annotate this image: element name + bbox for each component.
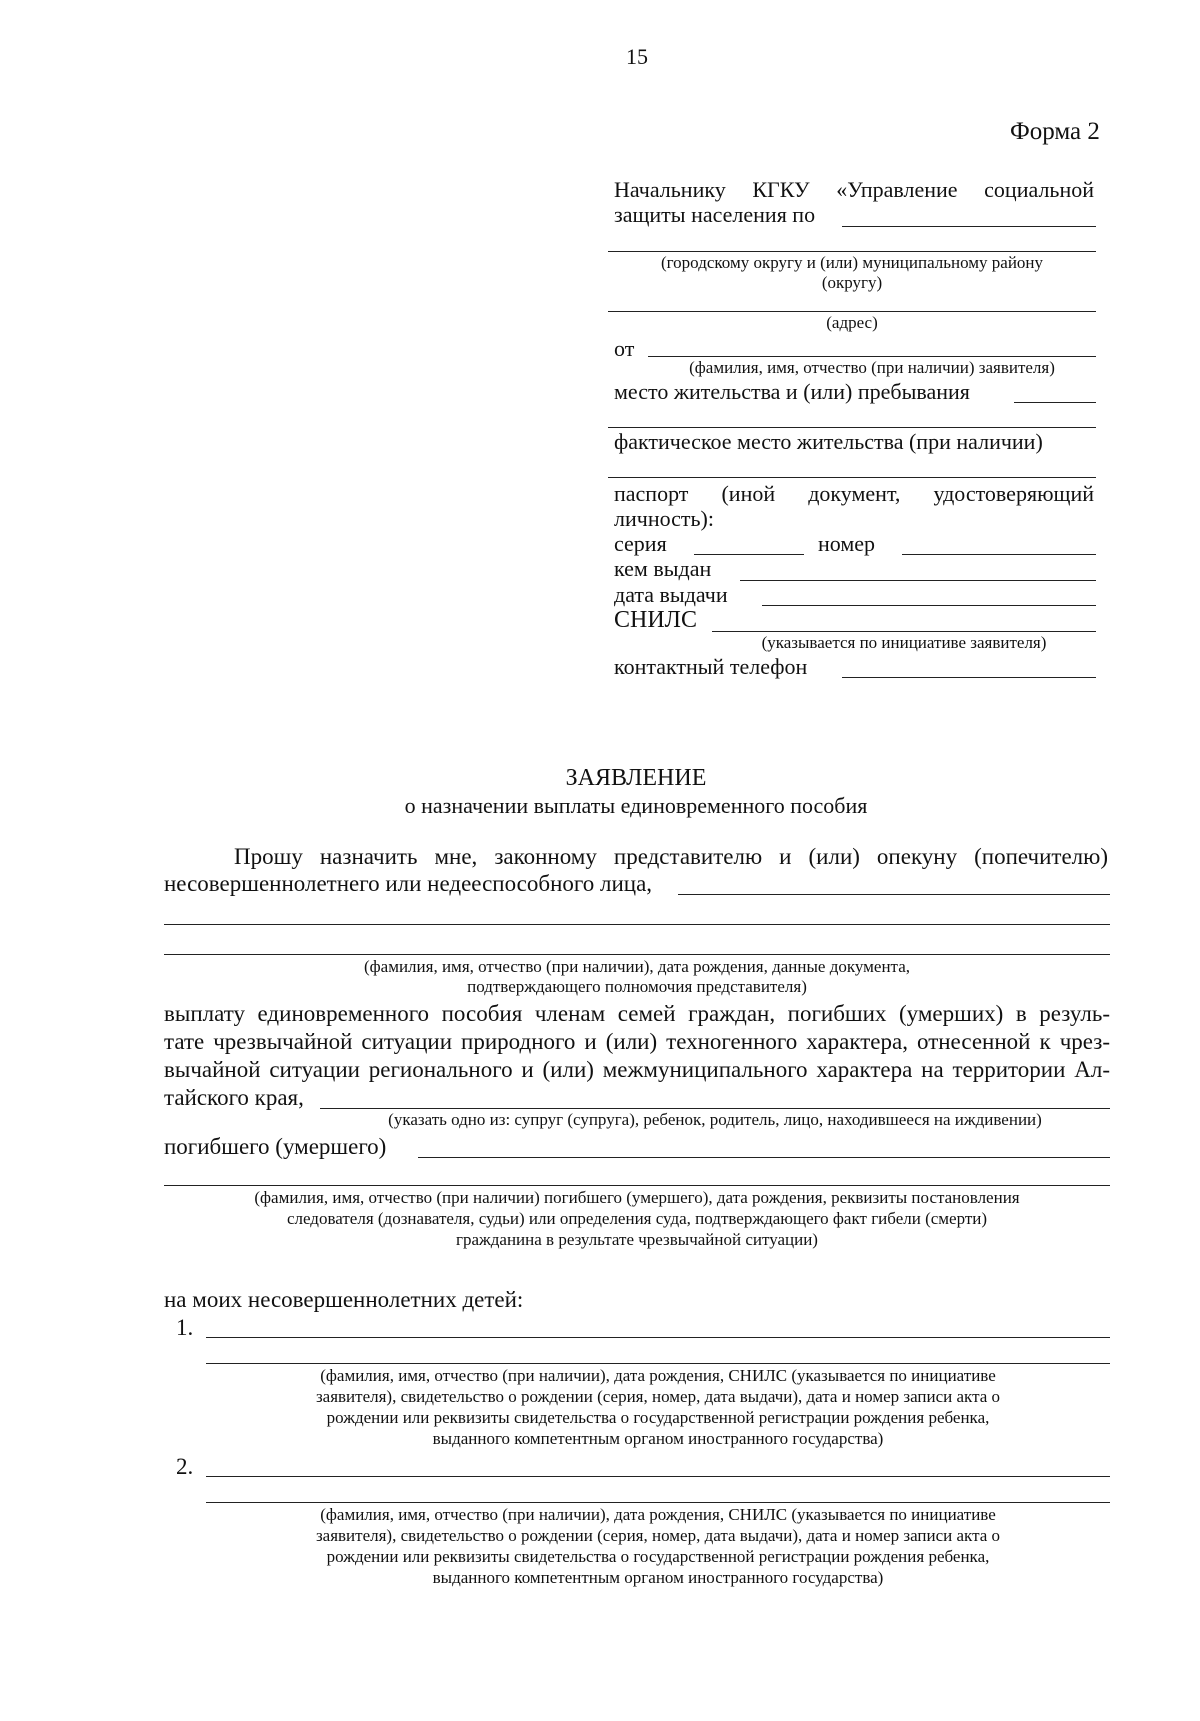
from-label: от <box>614 336 635 361</box>
child-1-field[interactable] <box>206 1337 1110 1338</box>
child-2-hint-3: рождении или реквизиты свидетельства о государственной регистрации рождения ребенка, <box>326 1547 990 1566</box>
department-hint: (городскому округу и (или) муниципальному району <box>660 253 1044 272</box>
children-label: на моих несовершеннолетних детей: <box>164 1287 524 1312</box>
payment-line1: выплату единовременного пособия членам семей граждан, погибших (умерших) в резуль- <box>164 1001 1110 1026</box>
request-line1: Прошу назначить мне, законному представителю и (или) опекуну (попечителю) <box>234 844 1108 869</box>
deceased-hint-3: гражданина в результате чрезвычайной ситуации) <box>456 1230 818 1249</box>
passport-line2: личность): <box>614 506 714 531</box>
applicant-fio-hint: (фамилия, имя, отчество (при наличии) заявителя) <box>689 358 1055 377</box>
child-1-hint: (фамилия, имя, отчество (при наличии), дата рождения, СНИЛС (указывается по инициативе <box>320 1366 996 1385</box>
residence-field-2[interactable] <box>608 427 1096 428</box>
passport-line1: паспорт (иной документ, удостоверяющий <box>614 481 1094 506</box>
relation-hint: (указать одно из: супруг (супруга), ребенок, родитель, лицо, находившееся на иждивении) <box>388 1110 1042 1129</box>
child-1-field-2[interactable] <box>206 1363 1110 1364</box>
snils-hint: (указывается по инициативе заявителя) <box>761 633 1047 652</box>
representative-hint: (фамилия, имя, отчество (при наличии), дата рождения, данные документа, <box>363 957 910 976</box>
deceased-hint-2: следователя (дознавателя, судьи) или определения суда, подтверждающего факт гибели (смерти) <box>286 1209 988 1228</box>
residence-label: место жительства и (или) пребывания <box>614 379 970 404</box>
relation-field[interactable] <box>320 1108 1110 1109</box>
residence-field[interactable] <box>1014 402 1096 403</box>
snils-field[interactable] <box>712 631 1096 632</box>
issue-date-field[interactable] <box>762 605 1096 606</box>
address-field[interactable] <box>608 311 1096 312</box>
phone-label: контактный телефон <box>614 654 808 679</box>
child-2-hint: (фамилия, имя, отчество (при наличии), дата рождения, СНИЛС (указывается по инициативе <box>320 1505 996 1524</box>
representative-field-2[interactable] <box>164 924 1110 925</box>
representative-hint-2: подтверждающего полномочия представителя) <box>467 977 807 996</box>
child-1-hint-4: выданного компетентным органом иностранного государства) <box>432 1429 884 1448</box>
document-subtitle: о назначении выплаты единовременного пособия <box>404 793 868 818</box>
form-label: Форма 2 <box>1010 118 1100 145</box>
issued-by-label: кем выдан <box>614 556 712 581</box>
child-1-hint-3: рождении или реквизиты свидетельства о государственной регистрации рождения ребенка, <box>326 1408 990 1427</box>
representative-field[interactable] <box>678 894 1110 895</box>
department-field[interactable] <box>842 226 1096 227</box>
issue-date-label: дата выдачи <box>614 582 728 607</box>
child-2-hint-4: выданного компетентным органом иностранного государства) <box>432 1568 884 1587</box>
deceased-hint: (фамилия, имя, отчество (при наличии) погибшего (умершего), дата рождения, реквизиты постановления <box>254 1188 1020 1207</box>
document-title: ЗАЯВЛЕНИЕ <box>565 765 707 791</box>
phone-field[interactable] <box>842 677 1096 678</box>
series-label: серия <box>614 531 667 556</box>
payment-line2: тате чрезвычайной ситуации природного и (или) техногенного характера, отнесенной к чрез- <box>164 1029 1110 1054</box>
payment-line4: тайского края, <box>164 1085 304 1110</box>
deceased-label: погибшего (умершего) <box>164 1134 387 1159</box>
snils-label: СНИЛС <box>614 607 697 633</box>
payment-line3: вычайной ситуации регионального и (или) межмуниципального характера на территории Ал- <box>164 1057 1110 1082</box>
series-field[interactable] <box>694 554 804 555</box>
actual-residence-label: фактическое место жительства (при наличии) <box>614 429 1043 454</box>
addressee-line2: защиты населения по <box>614 202 816 227</box>
deceased-field[interactable] <box>418 1157 1110 1158</box>
child-2-field[interactable] <box>206 1476 1110 1477</box>
actual-residence-field[interactable] <box>608 477 1096 478</box>
addressee-line1: Начальнику КГКУ «Управление социальной <box>614 177 1094 202</box>
page-number: 15 <box>626 44 648 69</box>
child-1-hint-2: заявителя), свидетельство о рождении (серия, номер, дата выдачи), дата и номер записи акта о <box>315 1387 1001 1406</box>
department-field-2[interactable] <box>608 251 1096 252</box>
child-number: 2. <box>176 1454 194 1479</box>
representative-field-3[interactable] <box>164 954 1110 955</box>
issued-by-field[interactable] <box>740 580 1096 581</box>
request-line2: несовершеннолетнего или недееспособного лица, <box>164 871 653 896</box>
child-2-field-2[interactable] <box>206 1502 1110 1503</box>
number-label: номер <box>818 531 876 556</box>
applicant-fio-field[interactable] <box>648 356 1096 357</box>
child-number: 1. <box>176 1315 194 1340</box>
child-2-hint-2: заявителя), свидетельство о рождении (серия, номер, дата выдачи), дата и номер записи акта о <box>315 1526 1001 1545</box>
address-hint: (адрес) <box>826 313 878 332</box>
number-field[interactable] <box>902 554 1096 555</box>
deceased-field-2[interactable] <box>164 1185 1110 1186</box>
department-hint-2: (округу) <box>821 273 883 292</box>
